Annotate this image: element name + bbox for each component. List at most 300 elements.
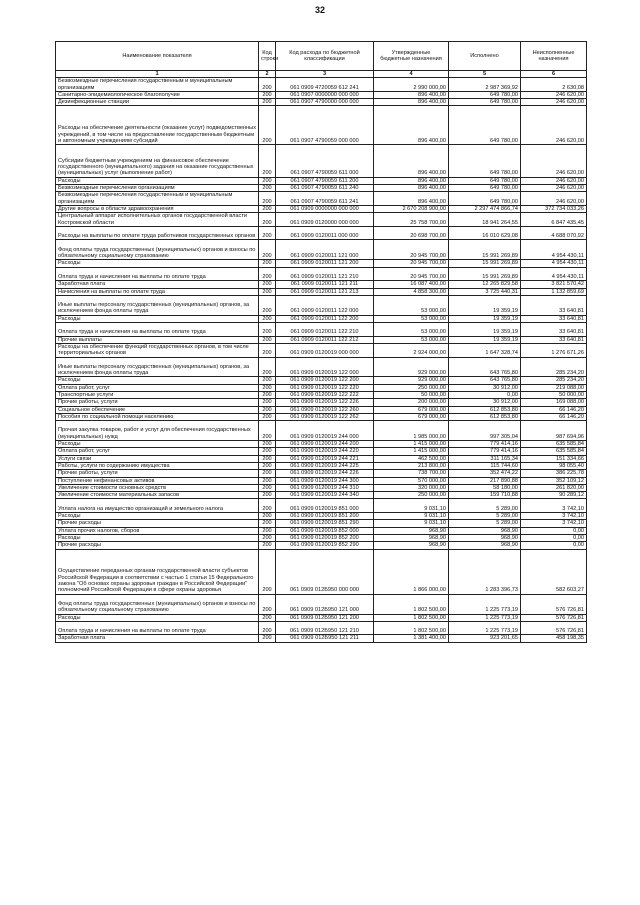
unexecuted-amount-cell: 352 109,12 (521, 477, 587, 484)
approved-amount-cell: 16 087 400,00 (374, 281, 449, 288)
approved-amount-cell: 20 698 700,00 (374, 226, 449, 240)
approved-amount-cell: 2 670 208 900,00 (374, 205, 449, 212)
budget-code-cell: 061 0909 012Б950 121 200 (276, 614, 374, 621)
executed-amount-cell: 779 414,16 (449, 448, 521, 455)
executed-amount-cell: 5 289,00 (449, 499, 521, 513)
budget-code-cell: 061 0909 0120019 122 000 (276, 357, 374, 377)
budget-code-cell: 061 0909 0120019 122 262 (276, 413, 374, 420)
line-code-cell: 200 (259, 391, 276, 398)
approved-amount-cell: 1 802 500,00 (374, 594, 449, 614)
budget-code-cell: 061 0909 0120011 000 000 (276, 226, 374, 240)
budget-code-cell: 061 0909 0120019 122 260 (276, 406, 374, 413)
executed-amount-cell: 18 941 264,55 (449, 213, 521, 227)
indicator-name-cell: Центральный аппарат исполнительных органов государственной власти Костромской области (56, 213, 259, 227)
unexecuted-amount-cell: 4 954 430,11 (521, 240, 587, 260)
line-code-cell: 200 (259, 240, 276, 260)
indicator-name-cell: Оплата труда и начисления на выплаты по оплате труда (56, 323, 259, 337)
unexecuted-amount-cell: 33 640,81 (521, 336, 587, 343)
indicator-name-cell: Уплата прочих налогов, сборов (56, 527, 259, 534)
unexecuted-amount-cell: 33 640,81 (521, 295, 587, 315)
executed-amount-cell: 30 912,00 (449, 384, 521, 391)
budget-code-cell: 061 0909 0120011 121 000 (276, 240, 374, 260)
executed-amount-cell: 5 289,00 (449, 513, 521, 520)
line-code-cell: 200 (259, 499, 276, 513)
approved-amount-cell: 2 924 000,00 (374, 343, 449, 357)
executed-amount-cell: 19 359,19 (449, 336, 521, 343)
indicator-name-cell: Заработная плата (56, 281, 259, 288)
indicator-name-cell: Прочие выплаты (56, 336, 259, 343)
line-code-cell: 200 (259, 377, 276, 384)
budget-code-cell: 061 0909 0120011 122 212 (276, 336, 374, 343)
approved-amount-cell: 50 000,00 (374, 391, 449, 398)
budget-code-cell: 061 0909 0120019 851 290 (276, 520, 374, 527)
budget-code-cell: 061 0907 4790059 611 241 (276, 192, 374, 206)
table-row (56, 441, 587, 448)
line-code-cell: 200 (259, 213, 276, 227)
approved-amount-cell: 53 000,00 (374, 323, 449, 337)
indicator-name-cell: Оплата труда и начисления на выплаты по оплате труда (56, 267, 259, 281)
unexecuted-amount-cell: 285 234,20 (521, 357, 587, 377)
table-row (56, 315, 587, 322)
header-unexecuted: Неисполненные назначения (521, 42, 587, 71)
table-row (56, 384, 587, 391)
indicator-name-cell: Безвозмездные перечисления государственным и муниципальным организациям (56, 192, 259, 206)
table-body (56, 78, 587, 642)
indicator-name-cell: Дезинфекционные станции (56, 99, 259, 106)
executed-amount-cell: 649 780,00 (449, 145, 521, 178)
approved-amount-cell: 896 400,00 (374, 185, 449, 192)
indicator-name-cell: Оплата труда и начисления на выплаты по оплате труда (56, 621, 259, 635)
executed-amount-cell: 968,90 (449, 527, 521, 534)
header-line-code: Код строки (259, 42, 276, 71)
table-row (56, 377, 587, 384)
approved-amount-cell: 929 000,00 (374, 377, 449, 384)
indicator-name-cell: Расходы на обеспечение деятельности (оказание услуг) подведомственных учреждений, в том числе на предоставление государственным бюджетным и автономным учреждениям субсидий (56, 106, 259, 145)
table-row (56, 226, 587, 240)
unexecuted-amount-cell: 66 146,20 (521, 406, 587, 413)
executed-amount-cell: 3 725 440,31 (449, 288, 521, 295)
unexecuted-amount-cell: 98 055,40 (521, 462, 587, 469)
table-header-row (56, 42, 587, 71)
approved-amount-cell: 20 945 700,00 (374, 240, 449, 260)
table-row (56, 295, 587, 315)
executed-amount-cell: 115 744,60 (449, 462, 521, 469)
approved-amount-cell: 462 500,00 (374, 455, 449, 462)
table-row (56, 499, 587, 513)
approved-amount-cell: 9 031,10 (374, 520, 449, 527)
unexecuted-amount-cell: 576 726,81 (521, 594, 587, 614)
line-code-cell: 200 (259, 441, 276, 448)
approved-amount-cell: 250 000,00 (374, 384, 449, 391)
indicator-name-cell: Прочие расходы (56, 542, 259, 549)
indicator-name-cell: Работы, услуги по содержанию имущества (56, 462, 259, 469)
approved-amount-cell: 896 400,00 (374, 177, 449, 184)
line-code-cell: 200 (259, 343, 276, 357)
indicator-name-cell: Поступление нефинансовых активов (56, 477, 259, 484)
line-code-cell: 200 (259, 288, 276, 295)
unexecuted-amount-cell: 246 620,00 (521, 185, 587, 192)
executed-amount-cell: 159 710,88 (449, 492, 521, 499)
unexecuted-amount-cell: 386 225,78 (521, 470, 587, 477)
table-row (56, 106, 587, 145)
unexecuted-amount-cell: 4 954 430,11 (521, 267, 587, 281)
indicator-name-cell: Иные выплаты персоналу государственных (муниципальных) органов, за исключением фонда оплаты труда (56, 295, 259, 315)
table-row (56, 185, 587, 192)
line-code-cell: 200 (259, 295, 276, 315)
executed-amount-cell: 1 225 773,19 (449, 594, 521, 614)
unexecuted-amount-cell: 169 088,00 (521, 399, 587, 406)
budget-code-cell: 061 0909 012Б950 121 000 (276, 594, 374, 614)
executed-amount-cell: 12 265 829,58 (449, 281, 521, 288)
budget-code-cell: 061 0909 0120011 121 213 (276, 288, 374, 295)
unexecuted-amount-cell: 33 640,81 (521, 315, 587, 322)
table-row (56, 343, 587, 357)
line-code-cell: 200 (259, 520, 276, 527)
table-row (56, 288, 587, 295)
indicator-name-cell: Расходы (56, 614, 259, 621)
line-code-cell: 200 (259, 413, 276, 420)
line-code-cell: 200 (259, 594, 276, 614)
unexecuted-amount-cell: 6 847 435,45 (521, 213, 587, 227)
indicator-name-cell: Прочие работы, услуги (56, 399, 259, 406)
header-executed: Исполнено (449, 42, 521, 71)
line-code-cell: 200 (259, 527, 276, 534)
indicator-name-cell: Осуществление переданных органам государственной власти субъектов Российской Федерации в соответствии с частью 1 статьи 15 Федерального закона "Об основах охраны здоровья граждан в Российской Федерации" полномочий Российской Федерации в сфере охраны здоровья (56, 549, 259, 594)
line-code-cell: 200 (259, 614, 276, 621)
line-code-cell: 200 (259, 281, 276, 288)
executed-amount-cell: 58 180,00 (449, 484, 521, 491)
budget-code-cell: 061 0909 012Б950 000 000 (276, 549, 374, 594)
budget-code-cell: 061 0909 0120011 122 000 (276, 295, 374, 315)
line-code-cell: 200 (259, 336, 276, 343)
approved-amount-cell: 1 381 400,00 (374, 635, 449, 642)
budget-code-cell: 061 0909 0120019 122 200 (276, 377, 374, 384)
executed-amount-cell: 217 890,88 (449, 477, 521, 484)
budget-code-cell: 061 0909 0120011 121 211 (276, 281, 374, 288)
indicator-name-cell: Пособия по социальной помощи населению (56, 413, 259, 420)
unexecuted-amount-cell: 2 630,08 (521, 78, 587, 92)
executed-amount-cell: 16 010 629,08 (449, 226, 521, 240)
approved-amount-cell: 896 400,00 (374, 91, 449, 98)
unexecuted-amount-cell: 246 620,00 (521, 106, 587, 145)
column-index: 2 (259, 71, 276, 78)
budget-code-cell: 061 0907 4790059 611 200 (276, 177, 374, 184)
table-row (56, 391, 587, 398)
approved-amount-cell: 968,90 (374, 534, 449, 541)
line-code-cell: 200 (259, 421, 276, 441)
executed-amount-cell: 649 780,00 (449, 106, 521, 145)
unexecuted-amount-cell: 261 820,00 (521, 484, 587, 491)
line-code-cell: 200 (259, 406, 276, 413)
executed-amount-cell: 1 225 773,19 (449, 614, 521, 621)
table-row (56, 635, 587, 642)
executed-amount-cell: 2 987 369,92 (449, 78, 521, 92)
unexecuted-amount-cell: 4 954 430,11 (521, 260, 587, 267)
table-row (56, 406, 587, 413)
executed-amount-cell: 1 647 328,74 (449, 343, 521, 357)
table-row (56, 99, 587, 106)
table-row (56, 594, 587, 614)
approved-amount-cell: 213 800,00 (374, 462, 449, 469)
table-row (56, 462, 587, 469)
line-code-cell: 200 (259, 267, 276, 281)
indicator-name-cell: Расходы (56, 177, 259, 184)
budget-code-cell: 061 0909 0120019 122 226 (276, 399, 374, 406)
unexecuted-amount-cell: 4 688 070,92 (521, 226, 587, 240)
unexecuted-amount-cell: 576 726,81 (521, 621, 587, 635)
executed-amount-cell: 15 991 269,89 (449, 260, 521, 267)
executed-amount-cell: 5 289,00 (449, 520, 521, 527)
budget-code-cell: 061 0909 0120019 244 000 (276, 421, 374, 441)
line-code-cell: 200 (259, 106, 276, 145)
line-code-cell: 200 (259, 549, 276, 594)
executed-amount-cell: 997 305,04 (449, 421, 521, 441)
executed-amount-cell: 612 853,80 (449, 413, 521, 420)
executed-amount-cell: 19 359,19 (449, 323, 521, 337)
executed-amount-cell: 1 225 773,19 (449, 621, 521, 635)
approved-amount-cell: 679 000,00 (374, 406, 449, 413)
budget-code-cell: 061 0909 0120019 852 290 (276, 542, 374, 549)
approved-amount-cell: 1 802 500,00 (374, 621, 449, 635)
indicator-name-cell: Безвозмездные перечисления государственным и муниципальным организациям (56, 78, 259, 92)
indicator-name-cell: Расходы (56, 260, 259, 267)
indicator-name-cell: Увеличение стоимости материальных запасов (56, 492, 259, 499)
unexecuted-amount-cell: 576 726,81 (521, 614, 587, 621)
unexecuted-amount-cell: 246 620,00 (521, 145, 587, 178)
line-code-cell: 200 (259, 185, 276, 192)
executed-amount-cell: 649 780,00 (449, 185, 521, 192)
approved-amount-cell: 738 700,00 (374, 470, 449, 477)
indicator-name-cell: Увеличение стоимости основных средств (56, 484, 259, 491)
unexecuted-amount-cell: 0,00 (521, 542, 587, 549)
table-row (56, 621, 587, 635)
line-code-cell: 200 (259, 192, 276, 206)
executed-amount-cell: 19 359,19 (449, 295, 521, 315)
unexecuted-amount-cell: 219 088,00 (521, 384, 587, 391)
budget-code-cell: 061 0909 0120019 244 200 (276, 441, 374, 448)
line-code-cell: 200 (259, 99, 276, 106)
unexecuted-amount-cell: 246 620,00 (521, 192, 587, 206)
approved-amount-cell: 896 400,00 (374, 106, 449, 145)
line-code-cell: 200 (259, 534, 276, 541)
budget-code-cell: 061 0909 0120019 244 340 (276, 492, 374, 499)
indicator-name-cell: Прочая закупка товаров, работ и услуг для обеспечения государственных (муниципальных) нужд (56, 421, 259, 441)
line-code-cell: 200 (259, 542, 276, 549)
indicator-name-cell: Социальное обеспечение (56, 406, 259, 413)
line-code-cell: 200 (259, 477, 276, 484)
budget-code-cell: 061 0909 012Б950 121 210 (276, 621, 374, 635)
executed-amount-cell: 643 765,80 (449, 377, 521, 384)
budget-code-cell: 061 0909 0000000 000 000 (276, 205, 374, 212)
table-row (56, 91, 587, 98)
line-code-cell: 200 (259, 260, 276, 267)
unexecuted-amount-cell: 3 742,10 (521, 520, 587, 527)
table-row (56, 513, 587, 520)
column-index: 1 (56, 71, 259, 78)
budget-code-cell: 061 0909 012Б950 121 211 (276, 635, 374, 642)
column-index-row (56, 71, 587, 78)
approved-amount-cell: 250 000,00 (374, 492, 449, 499)
table-row (56, 413, 587, 420)
line-code-cell: 200 (259, 357, 276, 377)
page-number: 32 (314, 5, 325, 15)
column-index: 4 (374, 71, 449, 78)
budget-code-cell: 061 0909 0120019 000 000 (276, 343, 374, 357)
indicator-name-cell: Прочие расходы (56, 520, 259, 527)
header-budget-code: Код расхода по бюджетной классификации (276, 42, 374, 71)
approved-amount-cell: 1 866 000,00 (374, 549, 449, 594)
executed-amount-cell: 612 853,80 (449, 406, 521, 413)
approved-amount-cell: 200 000,00 (374, 399, 449, 406)
indicator-name-cell: Начисления на выплаты по оплате труда (56, 288, 259, 295)
table-row (56, 421, 587, 441)
table-row (56, 336, 587, 343)
table-row (56, 614, 587, 621)
executed-amount-cell: 19 359,19 (449, 315, 521, 322)
approved-amount-cell: 968,90 (374, 542, 449, 549)
table-row (56, 470, 587, 477)
approved-amount-cell: 570 000,00 (374, 477, 449, 484)
approved-amount-cell: 929 000,00 (374, 357, 449, 377)
budget-code-cell: 061 0909 0120019 851 000 (276, 499, 374, 513)
executed-amount-cell: 649 780,00 (449, 99, 521, 106)
executed-amount-cell: 643 765,80 (449, 357, 521, 377)
budget-code-cell: 061 0909 0120019 244 220 (276, 448, 374, 455)
unexecuted-amount-cell: 987 694,96 (521, 421, 587, 441)
budget-code-cell: 061 0909 0120019 852 200 (276, 534, 374, 541)
budget-code-cell: 061 0909 0120019 244 226 (276, 470, 374, 477)
indicator-name-cell: Оплата работ, услуг (56, 448, 259, 455)
approved-amount-cell: 25 758 700,00 (374, 213, 449, 227)
indicator-name-cell: Расходы (56, 441, 259, 448)
indicator-name-cell: Расходы (56, 534, 259, 541)
table-row (56, 78, 587, 92)
line-code-cell: 200 (259, 91, 276, 98)
approved-amount-cell: 320 000,00 (374, 484, 449, 491)
unexecuted-amount-cell: 246 620,00 (521, 99, 587, 106)
line-code-cell: 200 (259, 226, 276, 240)
budget-code-cell: 061 0909 4720059 612 241 (276, 78, 374, 92)
budget-code-cell: 061 0909 0120011 121 210 (276, 267, 374, 281)
approved-amount-cell: 53 000,00 (374, 295, 449, 315)
approved-amount-cell: 53 000,00 (374, 315, 449, 322)
executed-amount-cell: 0,00 (449, 391, 521, 398)
approved-amount-cell: 2 990 000,00 (374, 78, 449, 92)
unexecuted-amount-cell: 1 132 859,69 (521, 288, 587, 295)
approved-amount-cell: 20 945 700,00 (374, 260, 449, 267)
budget-code-cell: 061 0909 0120011 121 200 (276, 260, 374, 267)
table-row (56, 281, 587, 288)
line-code-cell: 200 (259, 635, 276, 642)
executed-amount-cell: 1 283 396,73 (449, 549, 521, 594)
budget-code-cell: 061 0907 4790000 000 000 (276, 99, 374, 106)
indicator-name-cell: Расходы (56, 513, 259, 520)
table-row (56, 527, 587, 534)
budget-code-cell: 061 0907 4790059 000 000 (276, 106, 374, 145)
unexecuted-amount-cell: 50 000,00 (521, 391, 587, 398)
line-code-cell: 200 (259, 315, 276, 322)
table-row (56, 267, 587, 281)
table-row (56, 455, 587, 462)
indicator-name-cell: Иные выплаты персоналу государственных (муниципальных) органов, за исключением фонда оплаты труда (56, 357, 259, 377)
approved-amount-cell: 1 802 500,00 (374, 614, 449, 621)
approved-amount-cell: 1 415 000,00 (374, 441, 449, 448)
indicator-name-cell: Уплата налога на имущество организаций и земельного налога (56, 499, 259, 513)
line-code-cell: 200 (259, 323, 276, 337)
approved-amount-cell: 896 400,00 (374, 145, 449, 178)
executed-amount-cell: 649 780,00 (449, 91, 521, 98)
unexecuted-amount-cell: 285 234,20 (521, 377, 587, 384)
executed-amount-cell: 779 414,16 (449, 441, 521, 448)
indicator-name-cell: Заработная плата (56, 635, 259, 642)
table-row (56, 213, 587, 227)
budget-execution-table (55, 41, 587, 643)
line-code-cell: 200 (259, 177, 276, 184)
indicator-name-cell: Транспортные услуги (56, 391, 259, 398)
indicator-name-cell: Фонд оплаты труда государственных (муниципальных) органов и взносы по обязательному социальному страхованию (56, 594, 259, 614)
unexecuted-amount-cell: 90 289,12 (521, 492, 587, 499)
unexecuted-amount-cell: 3 821 570,42 (521, 281, 587, 288)
executed-amount-cell: 968,90 (449, 534, 521, 541)
line-code-cell: 200 (259, 621, 276, 635)
executed-amount-cell: 15 991 269,89 (449, 267, 521, 281)
table-row (56, 534, 587, 541)
budget-code-cell: 061 0909 0120011 122 210 (276, 323, 374, 337)
table-row (56, 357, 587, 377)
line-code-cell: 200 (259, 470, 276, 477)
table-row (56, 205, 587, 212)
approved-amount-cell: 9 031,10 (374, 513, 449, 520)
indicator-name-cell: Безвозмездные перечисления организациям (56, 185, 259, 192)
column-index: 6 (521, 71, 587, 78)
indicator-name-cell: Санитарно-эпидемиологическое благополучие (56, 91, 259, 98)
indicator-name-cell: Фонд оплаты труда государственных (муниципальных) органов и взносы по обязательному социальному страхованию (56, 240, 259, 260)
executed-amount-cell: 15 991 269,89 (449, 240, 521, 260)
budget-code-cell: 061 0907 4790059 611 000 (276, 145, 374, 178)
approved-amount-cell: 53 000,00 (374, 336, 449, 343)
table-row (56, 549, 587, 594)
table-row (56, 260, 587, 267)
line-code-cell: 200 (259, 78, 276, 92)
executed-amount-cell: 649 780,00 (449, 177, 521, 184)
budget-code-cell: 061 0909 0120019 122 220 (276, 384, 374, 391)
unexecuted-amount-cell: 582 603,27 (521, 549, 587, 594)
unexecuted-amount-cell: 246 620,00 (521, 91, 587, 98)
line-code-cell: 200 (259, 455, 276, 462)
line-code-cell: 200 (259, 462, 276, 469)
approved-amount-cell: 896 400,00 (374, 99, 449, 106)
budget-code-cell: 061 0909 0120019 244 225 (276, 462, 374, 469)
budget-code-cell: 061 0909 0120019 244 300 (276, 477, 374, 484)
budget-code-cell: 061 0909 0120019 851 200 (276, 513, 374, 520)
table-row (56, 145, 587, 178)
table-row (56, 192, 587, 206)
line-code-cell: 200 (259, 205, 276, 212)
indicator-name-cell: Другие вопросы в области здравоохранения (56, 205, 259, 212)
column-index: 5 (449, 71, 521, 78)
indicator-name-cell: Расходы на обеспечение функций государственных органов, в том числе территориальных органов (56, 343, 259, 357)
unexecuted-amount-cell: 635 585,84 (521, 441, 587, 448)
budget-code-cell: 061 0907 0000000 000 000 (276, 91, 374, 98)
unexecuted-amount-cell: 1 276 671,26 (521, 343, 587, 357)
unexecuted-amount-cell: 246 620,00 (521, 177, 587, 184)
header-name: Наименование показателя (56, 42, 259, 71)
line-code-cell: 200 (259, 399, 276, 406)
table-row (56, 520, 587, 527)
unexecuted-amount-cell: 3 742,10 (521, 499, 587, 513)
approved-amount-cell: 20 945 700,00 (374, 267, 449, 281)
executed-amount-cell: 352 474,22 (449, 470, 521, 477)
